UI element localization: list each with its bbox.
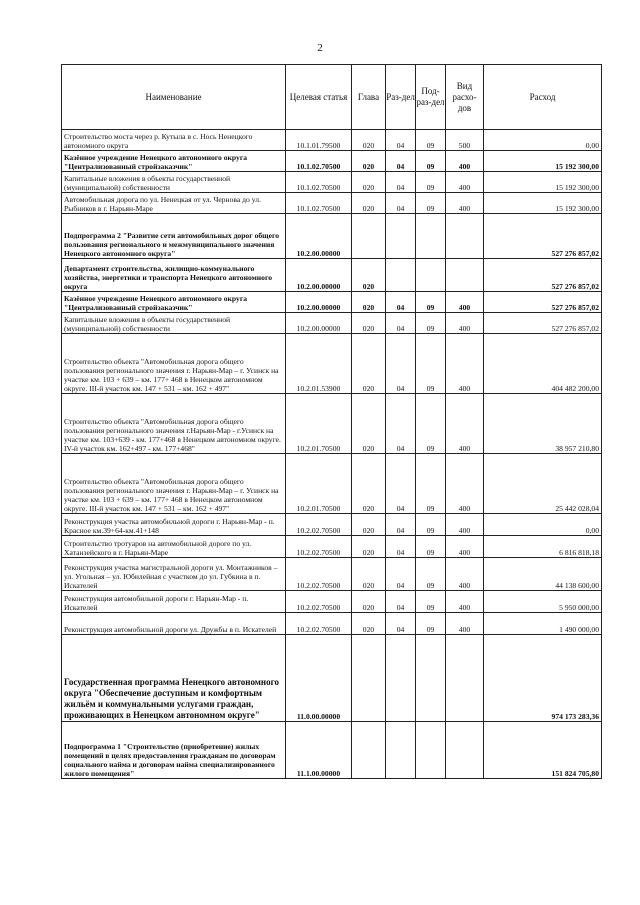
cell-subsection: 09 — [416, 454, 446, 514]
cell-subsection: 09 — [416, 151, 446, 172]
cell-chapter: 020 — [352, 394, 386, 454]
header-amount: Расход — [484, 65, 602, 130]
table-row — [62, 514, 602, 536]
header-expense-type: Вид расхо-дов — [446, 65, 484, 130]
cell-section — [386, 214, 416, 259]
cell-target: 10.2.02.70500 — [286, 591, 352, 613]
cell-amount: 527 276 857,02 — [484, 292, 602, 313]
cell-expense-type — [446, 214, 484, 259]
cell-section: 04 — [386, 514, 416, 536]
cell-subsection: 09 — [416, 193, 446, 214]
cell-amount: 44 138 600,00 — [484, 558, 602, 591]
cell-chapter: 020 — [352, 334, 386, 394]
header-target: Целевая статья — [286, 65, 352, 130]
table-row — [62, 334, 602, 394]
cell-amount: 527 276 857,02 — [484, 313, 602, 334]
cell-amount: 974 173 283,36 — [484, 635, 602, 722]
page-number: 2 — [317, 42, 323, 54]
cell-target: 10.2.00.00000 — [286, 214, 352, 259]
cell-expense-type: 500 — [446, 130, 484, 151]
cell-amount: 25 442 028,04 — [484, 454, 602, 514]
cell-name: Строительство объекта "Автомобильная дорога общего пользования регионального значения г. Нарьян-Мар – г. Усинск на участке км. 103 + 639 – км. 177+ 468 в Ненецком автономном округе. III-й участок км. 147 + 531 – км. 162 + 497" — [62, 334, 286, 394]
cell-expense-type: 400 — [446, 193, 484, 214]
budget-table — [61, 64, 602, 779]
table-row — [62, 151, 602, 172]
cell-section — [386, 635, 416, 722]
table-row — [62, 613, 602, 635]
cell-expense-type: 400 — [446, 292, 484, 313]
table-row — [62, 313, 602, 334]
cell-target: 10.2.02.70500 — [286, 536, 352, 558]
cell-target: 11.1.00.00000 — [286, 722, 352, 779]
cell-expense-type — [446, 259, 484, 292]
cell-chapter: 020 — [352, 313, 386, 334]
cell-target: 11.0.00.00000 — [286, 635, 352, 722]
cell-name: Казённое учреждение Ненецкого автономного округа "Централизованный стройзаказчик" — [62, 151, 286, 172]
cell-target: 10.1.02.70500 — [286, 193, 352, 214]
cell-subsection: 09 — [416, 613, 446, 635]
cell-chapter: 020 — [352, 514, 386, 536]
cell-expense-type — [446, 635, 484, 722]
cell-subsection: 09 — [416, 558, 446, 591]
cell-chapter: 020 — [352, 193, 386, 214]
cell-expense-type: 400 — [446, 394, 484, 454]
cell-name: Реконструкция автомобильной дороги ул. Дружбы в п. Искателей — [62, 613, 286, 635]
cell-amount: 527 276 857,02 — [484, 259, 602, 292]
cell-target: 10.2.02.70500 — [286, 558, 352, 591]
cell-target: 10.1.02.70500 — [286, 172, 352, 193]
cell-amount: 5 950 000,00 — [484, 591, 602, 613]
cell-name: Реконструкция участка магистральной дороги ул. Монтажников – ул. Угольная – ул. Юбилейная с участком до ул. Губкина в п. Искателей — [62, 558, 286, 591]
cell-expense-type: 400 — [446, 591, 484, 613]
cell-amount: 527 276 857,02 — [484, 214, 602, 259]
cell-chapter — [352, 722, 386, 779]
cell-section: 04 — [386, 151, 416, 172]
cell-chapter — [352, 635, 386, 722]
cell-expense-type: 400 — [446, 558, 484, 591]
cell-target: 10.2.01.70500 — [286, 394, 352, 454]
cell-section: 04 — [386, 536, 416, 558]
cell-chapter: 020 — [352, 172, 386, 193]
cell-chapter: 020 — [352, 292, 386, 313]
cell-expense-type — [446, 722, 484, 779]
cell-chapter: 020 — [352, 130, 386, 151]
cell-amount: 0,00 — [484, 130, 602, 151]
cell-chapter: 020 — [352, 558, 386, 591]
header-section: Раз-дел — [386, 65, 416, 130]
cell-subsection: 09 — [416, 172, 446, 193]
cell-section — [386, 259, 416, 292]
cell-chapter: 020 — [352, 536, 386, 558]
cell-name: Государственная программа Ненецкого автономного округа "Обеспечение доступным и комфортным жильём и коммунальными услугами граждан, проживающих в Ненецком автономном округе" — [62, 635, 286, 722]
cell-expense-type: 400 — [446, 613, 484, 635]
cell-section: 04 — [386, 172, 416, 193]
table-row — [62, 454, 602, 514]
cell-name: Капитальные вложения в объекты государственной (муниципальной) собственности — [62, 313, 286, 334]
table-row — [62, 292, 602, 313]
cell-subsection: 09 — [416, 591, 446, 613]
cell-name: Подпрограмма 1 "Строительство (приобретение) жилых помещений в целях предоставления гражданам по договорам социального найма и договорам найма специализированного жилого помещения" — [62, 722, 286, 779]
cell-expense-type: 400 — [446, 151, 484, 172]
cell-expense-type: 400 — [446, 536, 484, 558]
cell-section: 04 — [386, 334, 416, 394]
cell-chapter: 020 — [352, 454, 386, 514]
table-row — [62, 193, 602, 214]
cell-section: 04 — [386, 292, 416, 313]
cell-subsection: 09 — [416, 334, 446, 394]
cell-target: 10.1.01.79500 — [286, 130, 352, 151]
cell-section: 04 — [386, 394, 416, 454]
cell-subsection: 09 — [416, 536, 446, 558]
cell-amount: 1 490 000,00 — [484, 613, 602, 635]
cell-expense-type: 400 — [446, 172, 484, 193]
cell-section: 04 — [386, 193, 416, 214]
cell-section: 04 — [386, 591, 416, 613]
cell-amount: 15 192 300,00 — [484, 151, 602, 172]
cell-section: 04 — [386, 613, 416, 635]
table-row — [62, 172, 602, 193]
cell-target: 10.1.02.70500 — [286, 151, 352, 172]
cell-name: Строительство объекта "Автомобильная дорога общего пользования регионального значения г. Нарьян-Мар – г. Усинск на участке км. 103 + 639 – км. 177+ 468 в Ненецком автономном округе. III-й участок км. 147 + 531 – км. 162 + 497" — [62, 454, 286, 514]
cell-chapter: 020 — [352, 259, 386, 292]
cell-chapter: 020 — [352, 151, 386, 172]
header-row — [62, 65, 602, 130]
cell-chapter — [352, 214, 386, 259]
cell-amount: 6 816 818,18 — [484, 536, 602, 558]
cell-name: Строительство моста через р. Кутыла в с. Нось Ненецкого автономного округа — [62, 130, 286, 151]
header-name: Наименование — [62, 65, 286, 130]
table-row — [62, 214, 602, 259]
table-row — [62, 394, 602, 454]
cell-name: Подпрограмма 2 "Развитие сети автомобильных дорог общего пользования регионального и межмуниципального значения Ненецкого автономного округа" — [62, 214, 286, 259]
cell-expense-type: 400 — [446, 313, 484, 334]
cell-target: 10.2.01.70500 — [286, 454, 352, 514]
header-chapter: Глава — [352, 65, 386, 130]
table-row — [62, 259, 602, 292]
table-row — [62, 558, 602, 591]
cell-expense-type: 400 — [446, 334, 484, 394]
table-row — [62, 635, 602, 722]
cell-name: Казённое учреждение Ненецкого автономного округа "Централизованный стройзаказчик" — [62, 292, 286, 313]
cell-amount: 151 824 705,80 — [484, 722, 602, 779]
cell-name: Департамент строительства, жилищно-коммунального хозяйства, энергетики и транспорта Ненецкого автономного округа — [62, 259, 286, 292]
cell-subsection: 09 — [416, 394, 446, 454]
cell-chapter: 020 — [352, 591, 386, 613]
cell-subsection — [416, 635, 446, 722]
cell-section: 04 — [386, 558, 416, 591]
cell-amount: 38 957 210,80 — [484, 394, 602, 454]
cell-name: Строительство тротуаров на автомобильной дороге по ул. Хатанзейского в г. Нарьян-Маре — [62, 536, 286, 558]
cell-amount: 15 192 300,00 — [484, 193, 602, 214]
cell-chapter: 020 — [352, 613, 386, 635]
cell-section: 04 — [386, 454, 416, 514]
cell-subsection: 09 — [416, 313, 446, 334]
cell-subsection: 09 — [416, 292, 446, 313]
cell-section — [386, 722, 416, 779]
cell-subsection: 09 — [416, 514, 446, 536]
cell-target: 10.2.00.00000 — [286, 259, 352, 292]
cell-name: Капитальные вложения в объекты государственной (муниципальной) собственности — [62, 172, 286, 193]
cell-amount: 0,00 — [484, 514, 602, 536]
cell-name: Автомобильная дорога по ул. Ненецкая от ул. Чернова до ул. Рыбников в г. Нарьян-Маре — [62, 193, 286, 214]
cell-target: 10.2.00.00000 — [286, 292, 352, 313]
cell-expense-type: 400 — [446, 454, 484, 514]
header-subsection: Под-раз-дел — [416, 65, 446, 130]
table-row — [62, 130, 602, 151]
cell-subsection: 09 — [416, 130, 446, 151]
cell-name: Реконструкция автомобильной дороги г. Нарьян-Мар - п. Искателей — [62, 591, 286, 613]
cell-section: 04 — [386, 130, 416, 151]
cell-subsection — [416, 722, 446, 779]
cell-expense-type: 400 — [446, 514, 484, 536]
cell-target: 10.2.02.70500 — [286, 514, 352, 536]
table-row — [62, 536, 602, 558]
cell-name: Реконструкция участка автомобильной дороги г. Нарьян-Мар - п. Красное км.39+64-км.41+148 — [62, 514, 286, 536]
cell-target: 10.2.00.00000 — [286, 313, 352, 334]
table-row — [62, 722, 602, 779]
cell-subsection — [416, 259, 446, 292]
cell-target: 10.2.01.53900 — [286, 334, 352, 394]
cell-target: 10.2.02.70500 — [286, 613, 352, 635]
cell-name: Строительство объекта "Автомобильная дорога общего пользования регионального значения г.Нарьян-Мар - г.Усинск на участке км. 103+639 - км. 177+468 в Ненецком автономном округе. IV-й участок км. 162+497 - км. 177+468" — [62, 394, 286, 454]
cell-subsection — [416, 214, 446, 259]
cell-section: 04 — [386, 313, 416, 334]
cell-amount: 404 482 200,00 — [484, 334, 602, 394]
cell-amount: 15 192 300,00 — [484, 172, 602, 193]
table-row — [62, 591, 602, 613]
